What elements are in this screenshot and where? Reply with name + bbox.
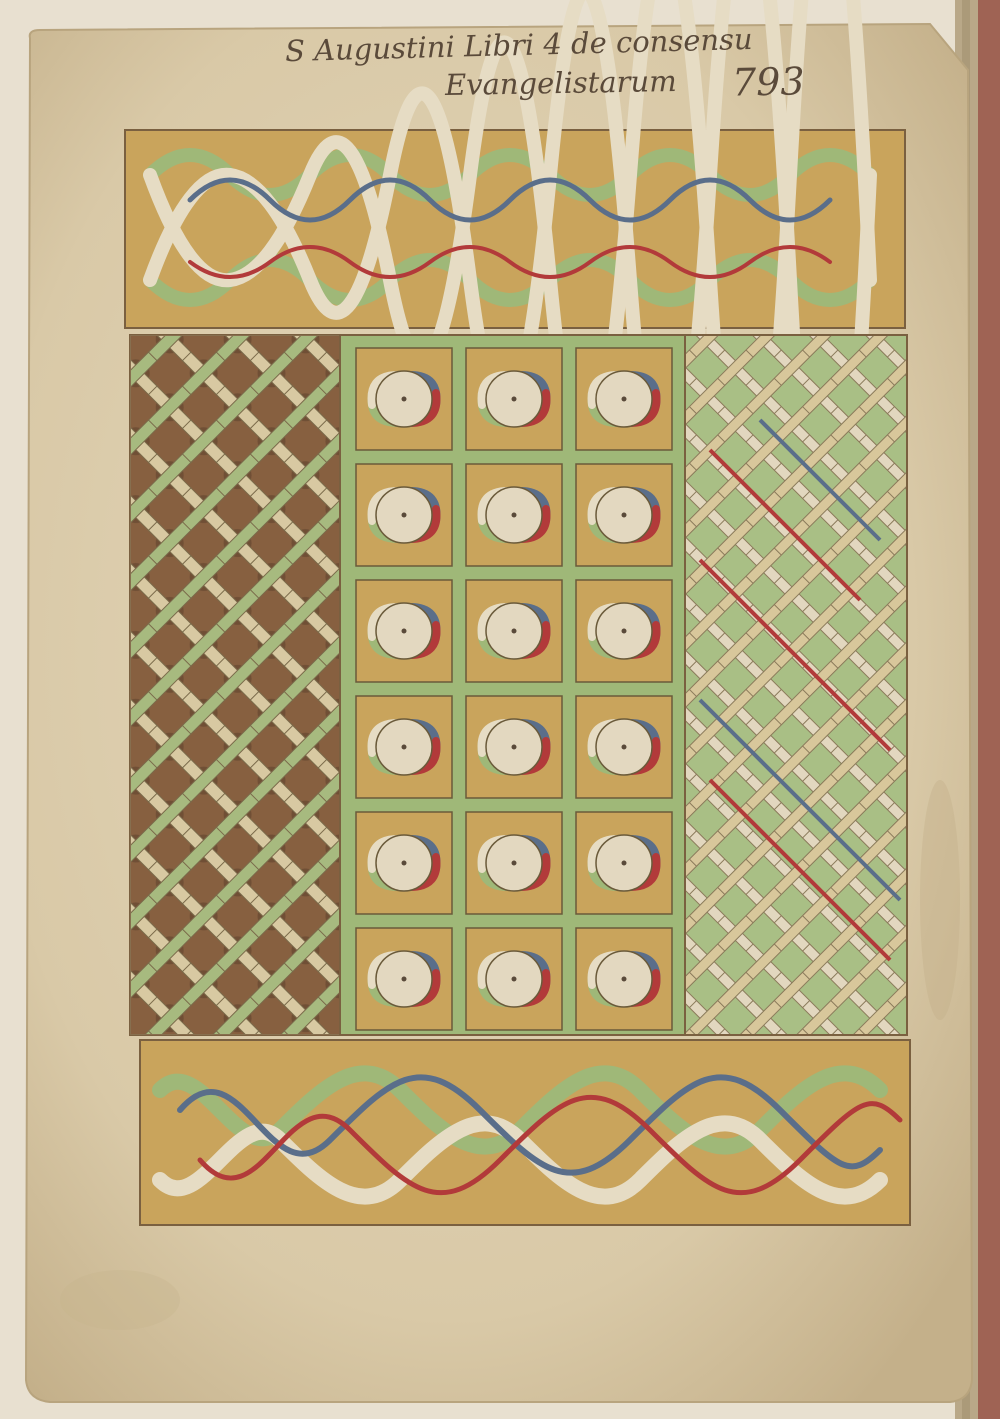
rosette-cell <box>356 696 452 798</box>
rosette-cell <box>356 464 452 566</box>
rosette-cell <box>576 928 672 1030</box>
title-inscription-line-2: Evangelistarum <box>444 63 677 103</box>
rosette-cell <box>576 812 672 914</box>
rosette-cell <box>576 696 672 798</box>
folio-number: 793 <box>731 59 805 105</box>
rosette-cell <box>466 928 562 1030</box>
rosette-cell <box>356 580 452 682</box>
rosette-cell <box>356 348 452 450</box>
rosette-cell <box>356 928 452 1030</box>
rosette-cell <box>466 812 562 914</box>
left-interlace-panel <box>130 335 340 1035</box>
rosette-grid-panel <box>340 335 685 1035</box>
rosette-cell <box>466 464 562 566</box>
rosette-cell <box>466 348 562 450</box>
rosette-cell <box>466 580 562 682</box>
right-lattice-panel <box>685 335 907 1035</box>
rosette-cell <box>466 696 562 798</box>
rosette-cell <box>576 580 672 682</box>
title-inscription-line-1: S Augustini Libri 4 de consensu <box>284 21 754 69</box>
rosette-cell <box>576 464 672 566</box>
rosette-cell <box>356 812 452 914</box>
rosette-cell <box>576 348 672 450</box>
bottom-interlace-band <box>140 1040 910 1225</box>
